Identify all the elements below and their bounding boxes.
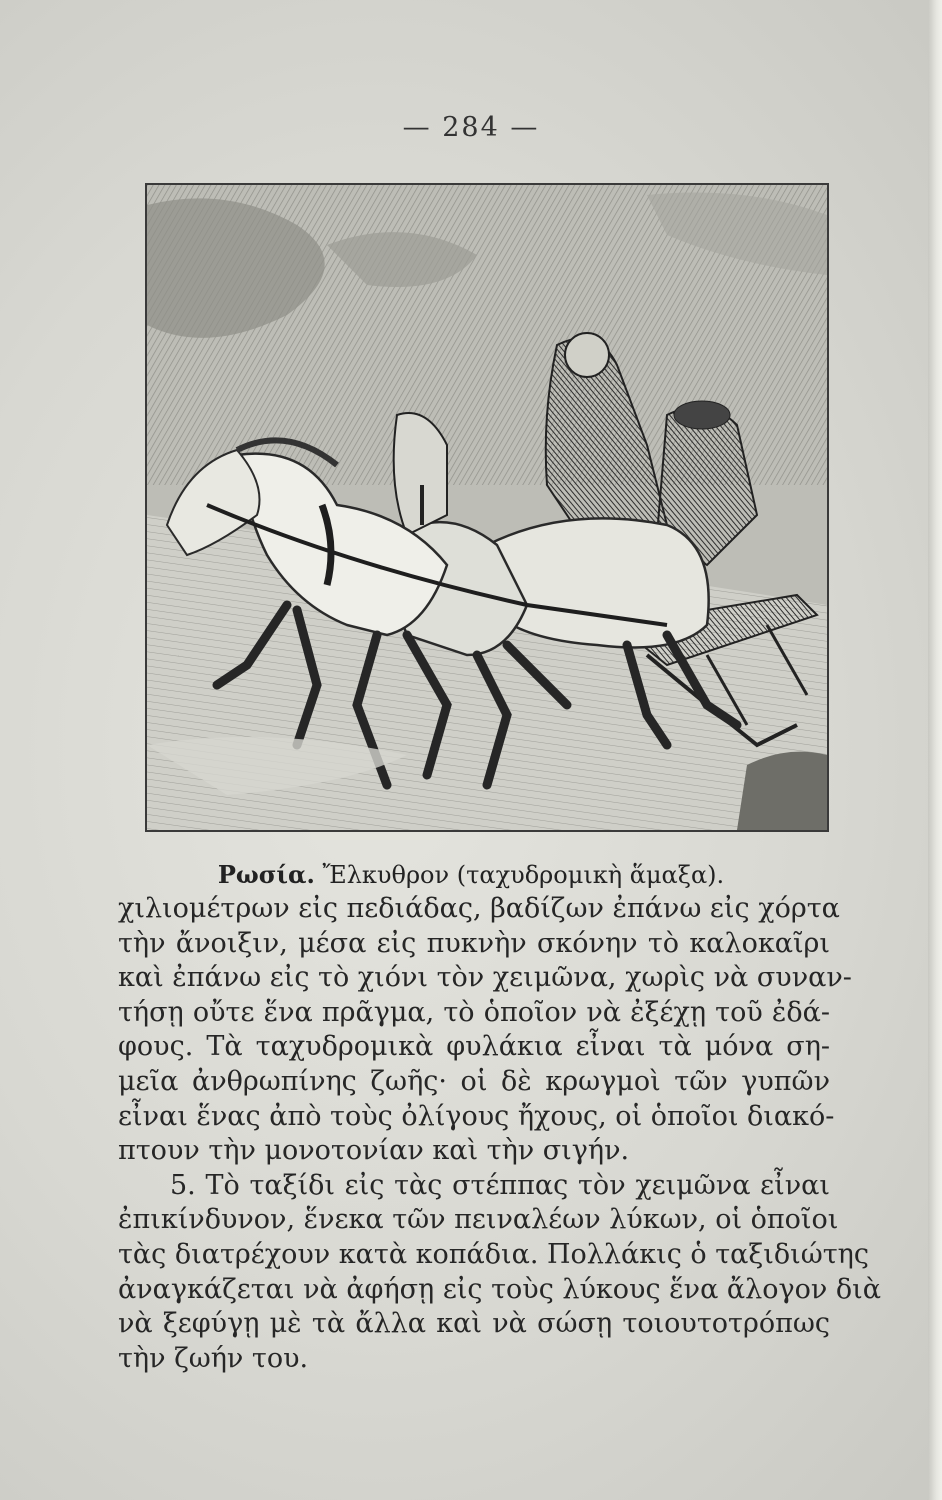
figure-caption xyxy=(0,860,942,889)
text-line: φους. Τὰ ταχυδρομικὰ φυλάκια εἶναι τὰ μόνα ση- xyxy=(118,1031,830,1063)
paragraph-5-line: 5. Τὸ ταξίδι εἰς τὰς στέππας τὸν χειμῶνα εἶναι xyxy=(170,1169,830,1201)
sleigh-engraving xyxy=(147,185,827,830)
paragraph-5-line: ἐπικίνδυνον, ἕνεκα τῶν πειναλέων λύκων, οἱ ὁποῖοι xyxy=(118,1204,839,1236)
page-spine-edge xyxy=(928,0,942,1500)
engraving-illustration xyxy=(145,183,829,832)
text-line: εἶναι ἕνας ἀπὸ τοὺς ὀλίγους ἤχους, οἱ ὁποῖοι διακό- xyxy=(118,1100,835,1132)
text-line: τήσῃ οὔτε ἕνα πρᾶγμα, τὸ ὁποῖον νὰ ἐξέχῃ τοῦ ἐδά- xyxy=(118,996,830,1028)
body-text xyxy=(118,892,881,1376)
paragraph-5-line: τὴν ζωήν του. xyxy=(118,1342,309,1374)
text-line: χιλιομέτρων εἰς πεδιάδας, βαδίζων ἐπάνω εἰς χόρτα xyxy=(118,893,840,924)
text-line: τὴν ἄνοιξιν, μέσα εἰς πυκνὴν σκόνην τὸ καλοκαῖρι xyxy=(118,927,830,959)
text-line: πτουν τὴν μονοτονίαν καὶ τὴν σιγήν. xyxy=(118,1135,630,1167)
text-line: μεῖα ἀνθρωπίνης ζωῆς· οἱ δὲ κρωγμοὶ τῶν γυπῶν xyxy=(118,1065,830,1097)
caption-text: Ἔλκυθρον (ταχυδρομικὴ ἅμαξα). xyxy=(322,861,725,889)
caption-place: Ρωσία. xyxy=(217,860,315,889)
paragraph-5-line: νὰ ξεφύγῃ μὲ τὰ ἄλλα καὶ νὰ σώσῃ τοιουτοτρόπως xyxy=(118,1308,830,1340)
text-line: καὶ ἐπάνω εἰς τὸ χιόνι τὸν χειμῶνα, χωρὶς νὰ συναν- xyxy=(118,962,852,994)
paragraph-5-line: ἀναγκάζεται νὰ ἀφήσῃ εἰς τοὺς λύκους ἕνα ἄλογον διὰ xyxy=(118,1273,881,1305)
page-number: — 284 — xyxy=(402,112,540,143)
paragraph-5-line: τὰς διατρέχουν κατὰ κοπάδια. Πολλάκις ὁ ταξιδιώτης xyxy=(118,1238,869,1270)
